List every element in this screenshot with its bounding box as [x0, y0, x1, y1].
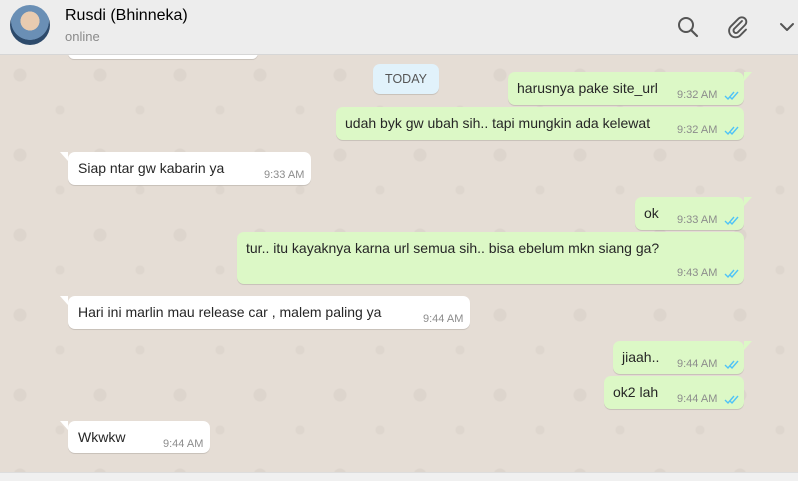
read-receipt-icon — [724, 90, 740, 101]
message-text: udah byk gw ubah sih.. tapi mungkin ada kelewat — [345, 115, 651, 131]
read-receipt-icon — [724, 394, 740, 405]
previous-message-bubble — [68, 55, 258, 59]
avatar[interactable] — [10, 5, 50, 45]
bubble-tail — [60, 152, 68, 161]
bubble-tail — [744, 341, 752, 350]
message-text: ok — [644, 205, 659, 221]
message-time: 9:44 AM — [677, 393, 718, 405]
message-time: 9:32 AM — [677, 124, 718, 136]
day-divider: TODAY — [373, 64, 439, 94]
paperclip-icon[interactable] — [725, 14, 751, 40]
message-bubble-outgoing[interactable] — [604, 376, 744, 409]
message-time: 9:33 AM — [677, 214, 718, 226]
search-icon[interactable] — [675, 14, 701, 40]
contact-name[interactable]: Rusdi (Bhinneka) — [65, 7, 188, 24]
bubble-tail — [744, 72, 752, 81]
read-receipt-icon — [724, 125, 740, 136]
message-text: harusnya pake site_url — [517, 80, 658, 96]
message-bubble-incoming[interactable] — [68, 152, 311, 185]
message-bubble-outgoing[interactable] — [237, 232, 744, 284]
message-text: jiaah.. — [622, 349, 660, 365]
message-bubble-outgoing[interactable] — [635, 197, 744, 230]
message-bubble-outgoing[interactable] — [613, 341, 744, 374]
chevron-down-icon[interactable] — [776, 14, 798, 40]
message-text: tur.. itu kayaknya karna url semua sih.. bisa ebelum mkn siang ga? — [246, 240, 660, 256]
message-time: 9:32 AM — [677, 89, 718, 101]
message-text: Wkwkw — [78, 429, 126, 445]
message-bubble-outgoing[interactable] — [336, 107, 744, 140]
message-bubble-incoming[interactable] — [68, 421, 210, 453]
message-list[interactable] — [0, 55, 798, 480]
message-time: 9:44 AM — [423, 313, 464, 325]
message-bubble-incoming[interactable] — [68, 296, 470, 329]
contact-status: online — [65, 29, 100, 44]
message-time: 9:44 AM — [677, 358, 718, 370]
bubble-tail — [60, 421, 68, 430]
message-time: 9:44 AM — [163, 438, 204, 450]
read-receipt-icon — [724, 268, 740, 279]
bubble-tail — [744, 197, 752, 206]
read-receipt-icon — [724, 215, 740, 226]
message-time: 9:33 AM — [264, 169, 305, 181]
message-bubble-outgoing[interactable] — [508, 72, 744, 105]
message-text: ok2 lah — [613, 384, 659, 400]
chat-header — [0, 0, 798, 55]
message-text: Siap ntar gw kabarin ya — [78, 160, 225, 176]
read-receipt-icon — [724, 359, 740, 370]
message-time: 9:43 AM — [677, 267, 718, 279]
message-text: Hari ini marlin mau release car , malem paling ya — [78, 304, 382, 320]
bubble-tail — [60, 296, 68, 305]
